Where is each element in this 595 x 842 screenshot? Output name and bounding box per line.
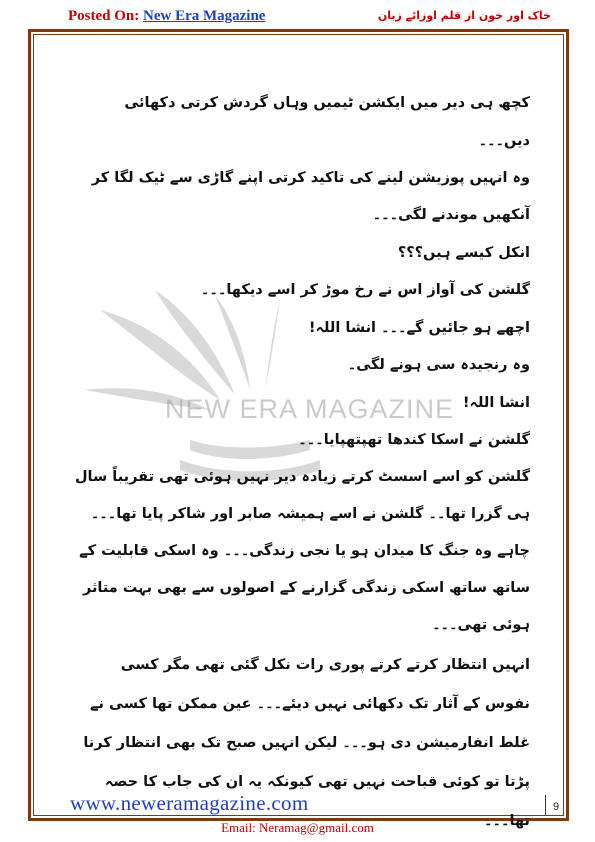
novel-title: خاک اور خون از قلم اوزائے زبان xyxy=(377,9,551,22)
body-line: گلشن کی آواز اس نے رخ موڑ کر اسے دیکھا۔۔۔ xyxy=(200,282,530,298)
body-paragraph: گلشن کو اسے اسسٹ کرتے زیادہ دیر نہیں ہوئی تھی تقریباً سال ہی گزرا تھا۔۔ گلشن نے اسے ہمیشہ صابر اور شاکر پایا تھا۔۔۔ چاہے وہ جنگ کا میدان ہو یا نجی زندگی۔۔۔ وہ اسکی قابلیت کے ساتھ ساتھ اسکی زندگی گزارنے کے اصولوں سے بھی بہت متاثر ہوئی تھی۔۔۔ xyxy=(74,469,530,633)
article-body xyxy=(72,84,530,841)
body-line: وہ رنجیدہ سی ہونے لگی۔ xyxy=(347,357,530,373)
page-number: 9 xyxy=(545,795,566,815)
magazine-link[interactable]: New Era Magazine xyxy=(143,8,266,24)
body-line: گلشن نے اسکا کندھا تھپتھپایا۔۔۔ xyxy=(298,432,530,448)
website-link[interactable]: www.neweramagazine.com xyxy=(70,791,309,815)
watermark-text: NEW ERA MAGAZINE xyxy=(165,394,455,424)
posted-on-label: Posted On: xyxy=(68,8,140,24)
body-line: کچھ ہی دیر میں ایکشن ٹیمیں وہاں گردش کرتی دکھائی دیں۔۔۔ xyxy=(124,95,530,149)
body-line: اچھے ہو جائیں گے۔۔۔ انشا اللہ! xyxy=(308,320,530,336)
body-line: انکل کیسے ہیں؟؟؟ xyxy=(397,245,530,261)
body-line: انشا اللہ! xyxy=(462,395,530,411)
posted-on-header xyxy=(68,8,265,25)
body-line: وہ انہیں پوزیشن لینے کی تاکید کرتی اپنے گاڑی سے ٹیک لگا کر آنکھیں موندنے لگی۔۔۔ xyxy=(91,170,530,223)
contact-email[interactable]: Email: Neramag@gmail.com xyxy=(221,820,374,835)
body-paragraph: انہیں انتظار کرتے کرتے پوری رات نکل گئی تھی مگر کسی نفوس کے آثار تک دکھائی نہیں دیئے۔۔۔ عین ممکن تھا کسی نے غلط انفارمیشن دی ہو۔۔۔ لیکن انہیں صبح تک بھی انتظار کرنا پڑتا تو کوئی قباحت نہیں تھی کیونکہ یہ ان کی جاب کا حصہ تھا۔۔۔ xyxy=(83,657,530,829)
